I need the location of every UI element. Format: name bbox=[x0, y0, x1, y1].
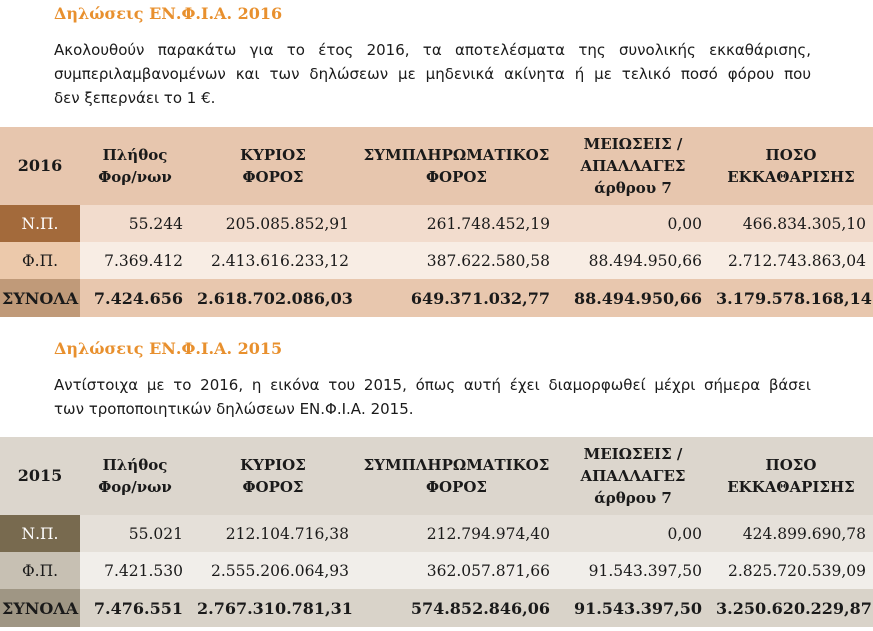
header-reductions: ΜΕΙΩΣΕΙΣ / ΑΠΑΛΛΑΓΕΣ άρθρου 7 bbox=[580, 445, 686, 507]
header-supplementary-tax: ΣΥΜΠΛΗΡΩΜΑΤΙΚΟΣ ΦΟΡΟΣ bbox=[363, 456, 550, 496]
cell-taxpayers-count: 55.244 bbox=[80, 205, 190, 242]
section-heading-2015: Δηλώσεις ΕΝ.Φ.Ι.Α. 2015 bbox=[54, 339, 283, 358]
cell-main-tax: 2.555.206.064,93 bbox=[190, 552, 356, 589]
cell-settlement-amount: 424.899.690,78 bbox=[709, 515, 873, 552]
enfia-table-2016 bbox=[0, 127, 873, 317]
enfia-table-2015 bbox=[0, 437, 873, 627]
cell-main-tax: 2.767.310.781,31 bbox=[190, 589, 356, 627]
table-header-row bbox=[0, 127, 873, 205]
table-row-legal-entities bbox=[0, 205, 873, 242]
row-label: ΣΥΝΟΛΑ bbox=[0, 589, 80, 627]
cell-reductions: 88.494.950,66 bbox=[557, 242, 709, 279]
cell-settlement-amount: 3.250.620.229,87 bbox=[709, 589, 873, 627]
cell-taxpayers-count: 7.369.412 bbox=[80, 242, 190, 279]
cell-supplementary-tax: 261.748.452,19 bbox=[356, 205, 557, 242]
cell-main-tax: 2.413.616.233,12 bbox=[190, 242, 356, 279]
header-taxpayers-count: Πλήθος Φορ/νων bbox=[98, 456, 172, 496]
cell-taxpayers-count: 7.476.551 bbox=[80, 589, 190, 627]
cell-taxpayers-count: 7.421.530 bbox=[80, 552, 190, 589]
row-label: Ν.Π. bbox=[0, 205, 80, 242]
paragraph-line: Ακολουθούν παρακάτω για το έτος 2016, τα αποτελέσματα της συνολικής εκκαθάρισης, bbox=[54, 41, 811, 59]
row-label: ΣΥΝΟΛΑ bbox=[0, 279, 80, 317]
header-supplementary-tax: ΣΥΜΠΛΗΡΩΜΑΤΙΚΟΣ ΦΟΡΟΣ bbox=[363, 146, 550, 186]
cell-supplementary-tax: 362.057.871,66 bbox=[356, 552, 557, 589]
paragraph-line: συμπεριλαμβανομένων και των δηλώσεων με μηδενικά ακίνητα ή με τελικό ποσό φόρου που bbox=[54, 65, 811, 83]
header-settlement-amount: ΠΟΣΟ ΕΚΚΑΘΑΡΙΣΗΣ bbox=[727, 456, 855, 496]
cell-settlement-amount: 2.712.743.863,04 bbox=[709, 242, 873, 279]
table-row-totals bbox=[0, 279, 873, 317]
cell-main-tax: 212.104.716,38 bbox=[190, 515, 356, 552]
table-row-individuals bbox=[0, 242, 873, 279]
row-label: Φ.Π. bbox=[0, 242, 80, 279]
table-header-row bbox=[0, 437, 873, 515]
table-row-legal-entities bbox=[0, 515, 873, 552]
cell-settlement-amount: 2.825.720.539,09 bbox=[709, 552, 873, 589]
cell-supplementary-tax: 387.622.580,58 bbox=[356, 242, 557, 279]
cell-settlement-amount: 466.834.305,10 bbox=[709, 205, 873, 242]
header-main-tax: ΚΥΡΙΟΣ ΦΟΡΟΣ bbox=[240, 146, 306, 186]
header-settlement-amount: ΠΟΣΟ ΕΚΚΑΘΑΡΙΣΗΣ bbox=[727, 146, 855, 186]
cell-reductions: 91.543.397,50 bbox=[557, 552, 709, 589]
table-row-totals bbox=[0, 589, 873, 627]
paragraph-line: δεν ξεπερνάει το 1 €. bbox=[54, 89, 216, 107]
cell-supplementary-tax: 649.371.032,77 bbox=[356, 279, 557, 317]
cell-reductions: 0,00 bbox=[557, 515, 709, 552]
cell-taxpayers-count: 7.424.656 bbox=[80, 279, 190, 317]
header-main-tax: ΚΥΡΙΟΣ ΦΟΡΟΣ bbox=[240, 456, 306, 496]
cell-supplementary-tax: 212.794.974,40 bbox=[356, 515, 557, 552]
section-heading-2016: Δηλώσεις ΕΝ.Φ.Ι.Α. 2016 bbox=[54, 4, 283, 23]
cell-main-tax: 2.618.702.086,03 bbox=[190, 279, 356, 317]
cell-reductions: 88.494.950,66 bbox=[557, 279, 709, 317]
cell-taxpayers-count: 55.021 bbox=[80, 515, 190, 552]
cell-reductions: 0,00 bbox=[557, 205, 709, 242]
paragraph-2015 bbox=[54, 373, 811, 421]
header-taxpayers-count: Πλήθος Φορ/νων bbox=[98, 146, 172, 186]
row-label: Ν.Π. bbox=[0, 515, 80, 552]
paragraph-2016 bbox=[54, 38, 811, 110]
row-label: Φ.Π. bbox=[0, 552, 80, 589]
header-year: 2015 bbox=[17, 466, 63, 485]
cell-supplementary-tax: 574.852.846,06 bbox=[356, 589, 557, 627]
header-year: 2016 bbox=[17, 156, 63, 175]
header-reductions: ΜΕΙΩΣΕΙΣ / ΑΠΑΛΛΑΓΕΣ άρθρου 7 bbox=[580, 135, 686, 197]
cell-reductions: 91.543.397,50 bbox=[557, 589, 709, 627]
cell-main-tax: 205.085.852,91 bbox=[190, 205, 356, 242]
table-row-individuals bbox=[0, 552, 873, 589]
paragraph-line: Αντίστοιχα με το 2016, η εικόνα του 2015, όπως αυτή έχει διαμορφωθεί μέχρι σήμερα βάσει bbox=[54, 376, 811, 394]
paragraph-line: των τροποποιητικών δηλώσεων ΕΝ.Φ.Ι.Α. 2015. bbox=[54, 400, 414, 418]
cell-settlement-amount: 3.179.578.168,14 bbox=[709, 279, 873, 317]
